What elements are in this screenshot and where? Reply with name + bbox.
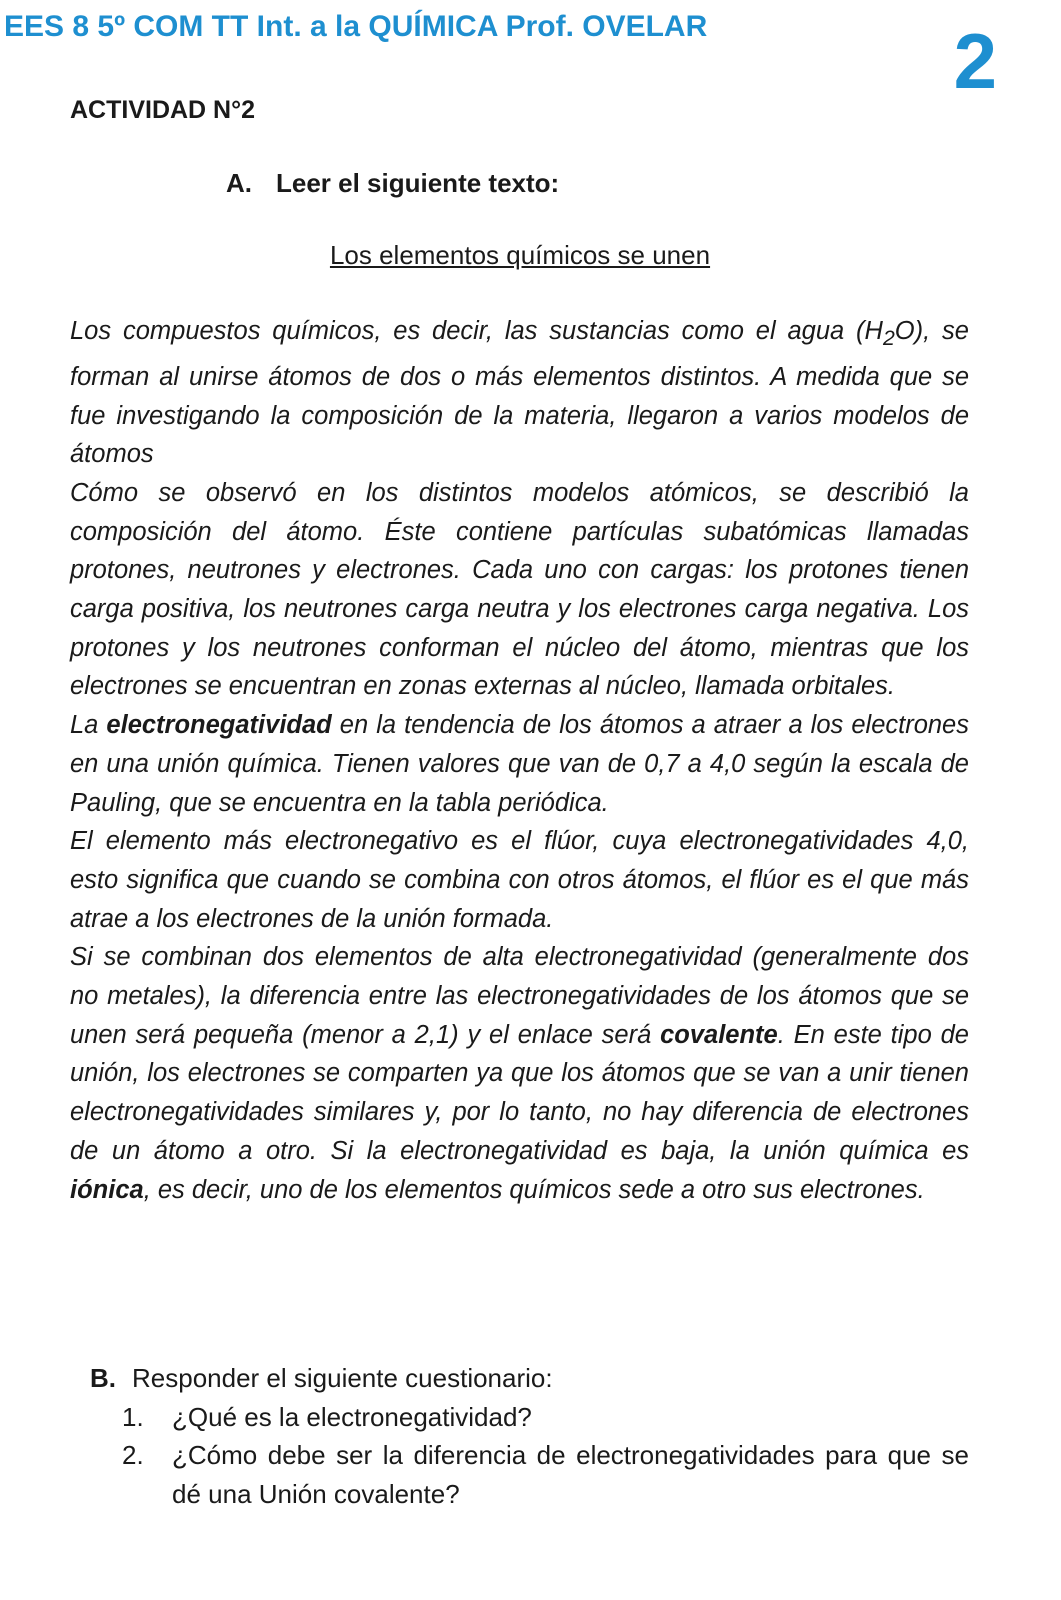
paragraph bbox=[70, 706, 969, 822]
question-item bbox=[122, 1436, 969, 1513]
paragraph-text: O), se forman al unirse átomos de dos o más elementos distintos. A medida que se fue investigando la composición de la materia, llegaron a varios modelos de átomos bbox=[70, 317, 969, 469]
document-header: EES 8 5º COM TT Int. a la QUÍMICA Prof. OVELAR bbox=[4, 10, 708, 43]
bold-term: electronegatividad bbox=[106, 711, 332, 740]
paragraph-text: Los compuestos químicos, es decir, las sustancias como el agua (H bbox=[70, 317, 883, 345]
section-a-letter: A. bbox=[226, 168, 252, 198]
question-item bbox=[122, 1398, 969, 1437]
reading-body bbox=[70, 312, 969, 1209]
paragraph: Cómo se observó en los distintos modelos atómicos, se describió la composición del átomo. Éste contiene partículas subatómicas llamadas protones, neutrones y electrones. Cada uno con cargas: los protones tienen carga positiva, los neutrones carga neutra y los electrones carga negativa. Los protones y los neutrones conforman el núcleo del átomo, mientras que los electrones se encuentran en zonas externas al núcleo, llamada orbitales. bbox=[70, 478, 969, 701]
subscript: 2 bbox=[882, 326, 895, 351]
paragraph-text: , es decir, uno de los elementos químicos sede a otro sus electrones. bbox=[143, 1175, 925, 1204]
paragraph bbox=[70, 938, 969, 1209]
bold-term: iónica bbox=[70, 1175, 144, 1204]
paragraph-text: en la tendencia de los átomos a atraer a los electrones en una unión química. Tienen valores que van de 0,7 a 4,0 según la escala de Pauling, que se encuentra en la tabla periódica. bbox=[70, 711, 969, 817]
section-b-heading bbox=[90, 1359, 969, 1398]
question-text: ¿Cómo debe ser la diferencia de electronegatividades para que se dé una Unión covalente? bbox=[172, 1440, 969, 1510]
reading-title: Los elementos químicos se unen bbox=[329, 240, 711, 270]
activity-title: ACTIVIDAD N°2 bbox=[70, 96, 256, 124]
section-b-instruction: Responder el siguiente cuestionario: bbox=[132, 1363, 553, 1393]
question-number: 1. bbox=[122, 1401, 144, 1432]
section-b bbox=[90, 1359, 969, 1514]
question-text: ¿Qué es la electronegatividad? bbox=[172, 1401, 532, 1432]
section-a-heading bbox=[226, 168, 559, 199]
paragraph-text: La bbox=[70, 711, 107, 740]
section-b-letter: B. bbox=[90, 1363, 116, 1393]
section-a-instruction: Leer el siguiente texto: bbox=[276, 168, 560, 198]
paragraph-text: Si se combinan dos elementos de alta electronegatividad (generalmente dos no metales), la diferencia entre las electronegatividades de los átomos que se unen será pequeña (menor a 2,1) y el enlace será bbox=[70, 943, 969, 1049]
paragraph-text: . En este tipo de unión, los electrones se comparten ya que los átomos que se van a unir tienen electronegatividades similares y, por lo tanto, no hay diferencia de electrones de un átomo a otro. Si la electronegatividad es baja, la unión química es bbox=[70, 1020, 969, 1165]
paragraph: El elemento más electronegativo es el flúor, cuya electronegatividades 4,0, esto significa que cuando se combina con otros átomos, el flúor es el que más atrae a los electrones de la unión formada. bbox=[70, 827, 969, 933]
paragraph bbox=[70, 312, 969, 474]
page-number: 2 bbox=[953, 17, 997, 105]
bold-term: covalente bbox=[660, 1020, 778, 1049]
question-number: 2. bbox=[122, 1440, 144, 1471]
